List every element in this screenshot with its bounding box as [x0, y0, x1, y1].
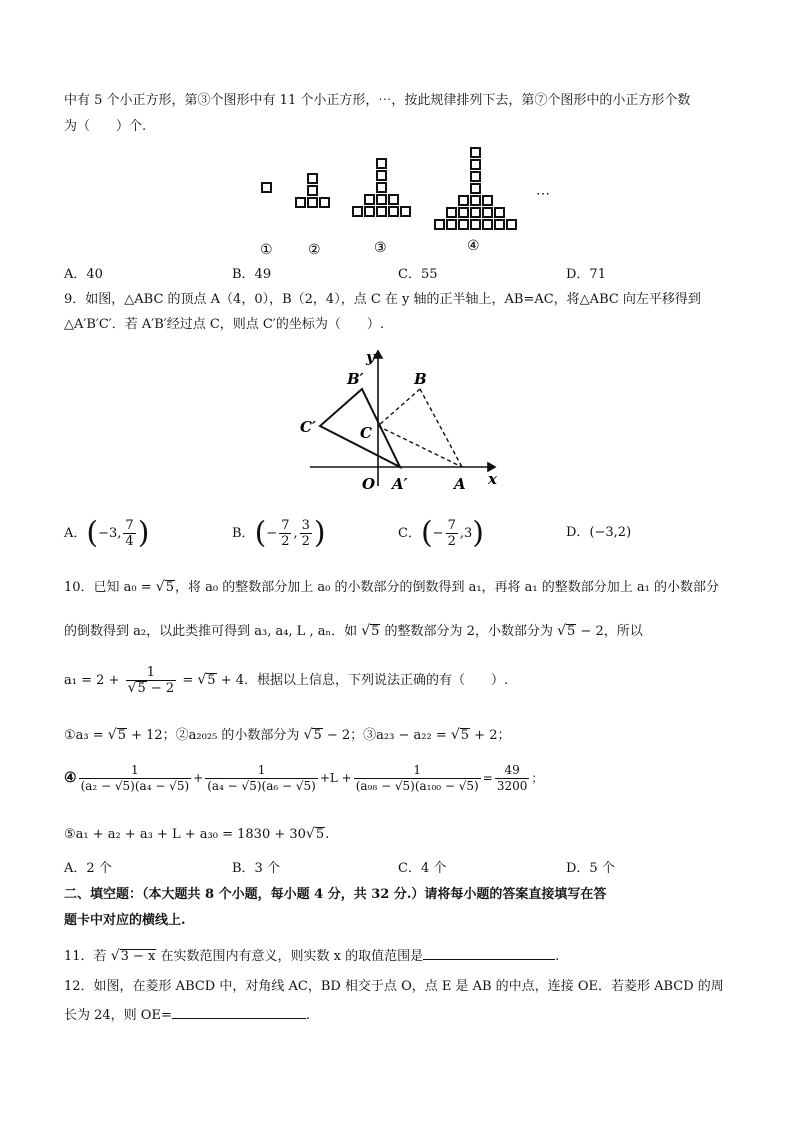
- q10-s3-sqrt: 5: [460, 728, 470, 743]
- q10-s2-sqrt: 5: [313, 728, 322, 743]
- q9-fig-x: x: [488, 470, 497, 488]
- q10-eq: =: [178, 673, 198, 688]
- q9-option-a-label: A．: [64, 526, 87, 541]
- q10-l1-rest: ，将 a₀ 的整数部分加上 a₀ 的小数部分的倒数得到 a₁，再将 a₁ 的整数部分加上 a₁ 的小数部分: [175, 580, 720, 595]
- q8-fig-label-1: ①: [260, 242, 273, 258]
- q9-option-a-num: 7: [125, 518, 134, 533]
- q10-l1-part: 10．已知 a₀ =: [64, 580, 156, 595]
- q9-option-a: A．(−3, $\frac{7}{4}$ ): [64, 515, 150, 551]
- q10-s4-eq: =: [482, 771, 493, 785]
- q9-option-b: B．(− $\frac{7}{2}$ , $\frac{3}{2}$ ): [232, 515, 326, 551]
- q10-text-line3: a₁ = 2 + $\frac{1}{√5 - 2}$ = √5 + 4．根据以上信息，下列说法正确的有（ ）.: [64, 665, 509, 696]
- q9-option-d-label: D．: [566, 525, 590, 540]
- q9-fig-a-prime: A′: [392, 475, 408, 493]
- q10-s2: + 12；②a₂₀₂₅ 的小数部分为: [126, 728, 304, 743]
- q10-sqrt5-a0: 5: [165, 580, 174, 595]
- q9-option-d-value: (−3,2): [589, 525, 632, 540]
- q8-text-line1: 中有 5 个小正方形，第③个图形中有 11 个小正方形，⋯，按此规律排列下去，第⑦个图形中的小正方形个数: [64, 93, 691, 108]
- q10-s4-num3: 1: [354, 763, 481, 779]
- q9-option-b-sign: −: [266, 526, 278, 541]
- q11-radicand: 3 − x: [120, 949, 156, 964]
- q8-option-d: D．71: [566, 267, 606, 282]
- q10-l2-part: 的倒数得到 a₂，以此类推可得到 a₃, a₄, L , aₙ．如: [64, 624, 362, 639]
- q9-option-a-x: −3,: [98, 526, 122, 541]
- q9-fig-b-prime: B′: [347, 370, 364, 388]
- q9-fig-c: C: [360, 424, 372, 442]
- q10-s5-end: .: [325, 827, 330, 842]
- q10-statement-4: [64, 758, 543, 798]
- q10-frac-den-sqrt: 5: [137, 681, 146, 696]
- q9-option-a-den: 4: [125, 534, 134, 549]
- q10-sqrt5-c: 5: [567, 624, 576, 639]
- q10-sqrt5-b: 5: [371, 624, 380, 639]
- q10-l3-rest: + 4．根据以上信息，下列说法正确的有（ ）.: [216, 673, 509, 688]
- q9-option-b-label: B．: [232, 526, 255, 541]
- q10-s4-num1: 1: [79, 763, 192, 779]
- q12-answer-blank[interactable]: [172, 1004, 306, 1019]
- q9-option-d: [566, 524, 631, 542]
- q9-option-c-label: C．: [398, 526, 421, 541]
- q10-text-line2: 的倒数得到 a₂，以此类推可得到 a₃, a₄, L , aₙ．如 √5 的整数部分为 2，小数部分为 √5 − 2，所以: [64, 623, 643, 639]
- q11-end: .: [555, 949, 560, 964]
- q8-fig-label-2: ②: [308, 242, 321, 258]
- q10-s4-mark: ④: [64, 770, 77, 786]
- q10-s4-den1: (a₂ − √5)(a₄ − √5): [80, 779, 190, 793]
- q9-fig-y: y: [366, 348, 375, 366]
- q10-s4-plus: +: [193, 771, 204, 785]
- q8-fig-label-3: ③: [374, 240, 387, 256]
- q9-option-c-y: ,3: [459, 526, 473, 541]
- q8-fig-label-4: ④: [467, 238, 480, 254]
- q12-l2-text: 长为 24，则 OE=: [64, 1008, 172, 1023]
- q10-s5: ⑤a₁ + a₂ + a₃ + L + a₃₀ = 1830 + 30: [64, 827, 306, 842]
- q10-s3-end: + 2；: [470, 728, 511, 743]
- q9-option-c-num: 7: [447, 518, 456, 533]
- q10-s1: ①a₃ =: [64, 728, 108, 743]
- q12-text-line2: [64, 1004, 310, 1025]
- q9-option-b-comma: ,: [293, 526, 298, 541]
- q11-answer-blank[interactable]: [423, 945, 555, 960]
- q8-fig-ellipsis: ⋯: [536, 186, 550, 202]
- q10-statement-5: ⑤a₁ + a₂ + a₃ + L + a₃₀ = 1830 + 30√5.: [64, 826, 330, 842]
- q9-fig-a: A: [454, 475, 466, 493]
- q9-option-b-den1: 2: [281, 534, 290, 549]
- q10-statements-123: ①a₃ = √5 + 12；②a₂₀₂₅ 的小数部分为 √5 − 2；③a₂₃ − a₂₂ = √5 + 2；: [64, 727, 511, 743]
- q9-text-line1: 9．如图，△ABC 的顶点 A（4，0），B（2，4），点 C 在 y 轴的正半轴上，AB=AC，将△ABC 向左平移得到: [64, 292, 701, 307]
- section2-heading-line2: 题卡中对应的横线上.: [64, 913, 186, 928]
- q10-s4-res-num: 49: [495, 763, 530, 779]
- q12-text-line1: 12．如图，在菱形 ABCD 中，对角线 AC，BD 相交于点 O，点 E 是 AB 的中点，连接 OE．若菱形 ABCD 的周: [64, 979, 724, 994]
- q10-frac-num: 1: [126, 665, 177, 681]
- q9-option-c: C．(− $\frac{7}{2}$ ,3): [398, 515, 484, 551]
- q10-s4-den3: (a₉₈ − √5)(a₁₀₀ − √5): [355, 779, 479, 793]
- q10-l2-end: − 2，所以: [576, 624, 643, 639]
- q9-option-b-den2: 2: [301, 534, 310, 549]
- section2-heading-line1: 二、填空题：（本大题共 8 个小题，每小题 4 分，共 32 分.）请将每小题的答案直接填写在答: [64, 887, 607, 902]
- q10-frac-den-rest: − 2: [146, 681, 175, 696]
- q10-s3: − 2；③a₂₃ − a₂₂ =: [322, 728, 451, 743]
- q11-start: 11．若: [64, 949, 111, 964]
- q9-option-b-num2: 3: [301, 518, 310, 533]
- q10-option-b: B．3 个: [232, 861, 280, 876]
- q10-s4-dots: +L +: [319, 771, 352, 785]
- q10-a1-eq: a₁ = 2 +: [64, 673, 124, 688]
- q8-option-b: B．49: [232, 267, 272, 282]
- q12-l2-end: .: [305, 1008, 310, 1023]
- q10-l2-mid: 的整数部分为 2，小数部分为: [380, 624, 558, 639]
- q8-option-c: C．55: [398, 267, 438, 282]
- q10-s4-end: ；: [531, 771, 544, 785]
- q10-option-d: D．5 个: [566, 861, 615, 876]
- q9-coordinate-figure: [290, 346, 510, 496]
- q11-text: 11．若 √3 − x 在实数范围内有意义，则实数 x 的取值范围是 .: [64, 945, 559, 966]
- q9-fig-origin: O: [362, 475, 376, 493]
- q10-s4-den2: (a₄ − √5)(a₆ − √5): [207, 779, 316, 793]
- q10-frac-den: √5 − 2: [127, 680, 175, 696]
- q9-option-c-den: 2: [447, 534, 456, 549]
- q10-option-c: C．4 个: [398, 861, 447, 876]
- q10-s4-res-den: 3200: [496, 779, 528, 793]
- q8-text-line2: 为（ ）个.: [64, 119, 147, 134]
- q9-fig-c-prime: C′: [300, 418, 316, 436]
- q9-text-line2: △A′B′C′．若 A′B′经过点 C，则点 C′的坐标为（ ）.: [64, 317, 384, 332]
- q9-option-c-sign: −: [432, 526, 444, 541]
- q9-option-b-num1: 7: [281, 518, 290, 533]
- q10-sqrt5-d: 5: [207, 673, 216, 688]
- q11-middle: 在实数范围内有意义，则实数 x 的取值范围是: [156, 949, 424, 964]
- q10-s1-sqrt: 5: [117, 728, 126, 743]
- q8-option-a: A．40: [64, 267, 103, 282]
- q9-fig-b: B: [414, 370, 427, 388]
- q10-s5-sqrt: 5: [315, 827, 325, 842]
- q10-option-a: A．2 个: [64, 861, 112, 876]
- q10-text-line1: 10．已知 a₀ = √5，将 a₀ 的整数部分加上 a₀ 的小数部分的倒数得到 a₁，再将 a₁ 的整数部分加上 a₁ 的小数部分: [64, 579, 720, 595]
- q8-pattern-figure: [250, 144, 570, 260]
- q10-s4-num2: 1: [205, 763, 318, 779]
